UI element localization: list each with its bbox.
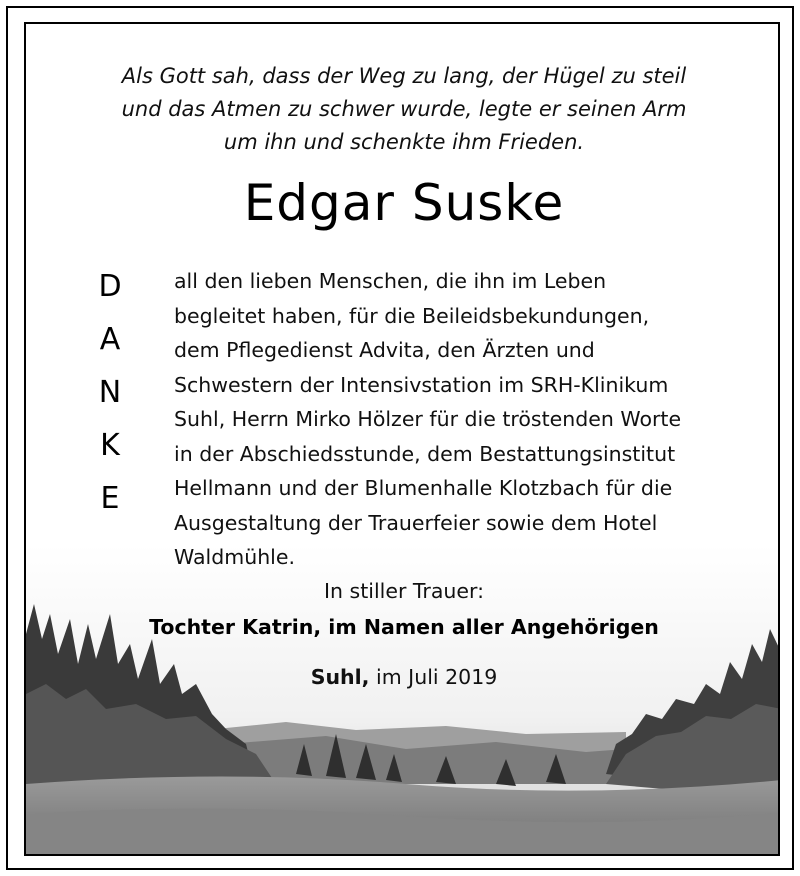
place-and-date: [26, 662, 780, 692]
mourning-family: Tochter Katrin, im Namen aller Angehörigen: [149, 615, 659, 639]
danke-letter: N: [98, 375, 122, 410]
place-name: Suhl,: [310, 665, 370, 689]
danke-letter: D: [98, 269, 122, 304]
deceased-name: Edgar Suske: [243, 174, 565, 232]
obituary-card: [6, 6, 794, 870]
thanks-line: begleitet haben, für die Beileidsbekundungen,: [174, 303, 650, 328]
thanks-line: all den lieben Menschen, die ihn im Leben: [174, 269, 607, 293]
quote-line: um ihn und schenkte ihm Frieden.: [223, 130, 585, 154]
thanks-text: [174, 264, 774, 575]
thanks-line: Waldmühle.: [174, 545, 296, 569]
mourning-intro: In stiller Trauer:: [324, 579, 484, 603]
thanks-line: Schwestern der Intensivstation im SRH-Klinikum: [174, 372, 669, 397]
thanks-line: Ausgestaltung der Trauerfeier sowie dem Hotel: [174, 510, 658, 535]
quote-line: Als Gott sah, dass der Weg zu lang, der Hügel zu steil: [121, 64, 687, 88]
danke-letter: E: [100, 481, 120, 516]
thanks-line: in der Abschiedsstunde, dem Bestattungsinstitut: [174, 441, 676, 466]
obituary-frame: [24, 22, 780, 856]
thanks-line: Hellmann und der Blumenhalle Klotzbach für die: [174, 476, 673, 500]
quote-line: und das Atmen zu schwer wurde, legte er seinen Arm: [121, 97, 687, 121]
thanks-line: dem Pflegedienst Advita, den Ärzten und: [174, 338, 595, 362]
danke-letter: K: [100, 428, 120, 463]
danke-vertical: [90, 260, 130, 525]
date-text: im Juli 2019: [376, 665, 498, 689]
memorial-quote: [26, 60, 780, 159]
danke-letter: A: [99, 322, 121, 357]
thanks-line: Suhl, Herrn Mirko Hölzer für die tröstenden Worte: [174, 407, 682, 431]
